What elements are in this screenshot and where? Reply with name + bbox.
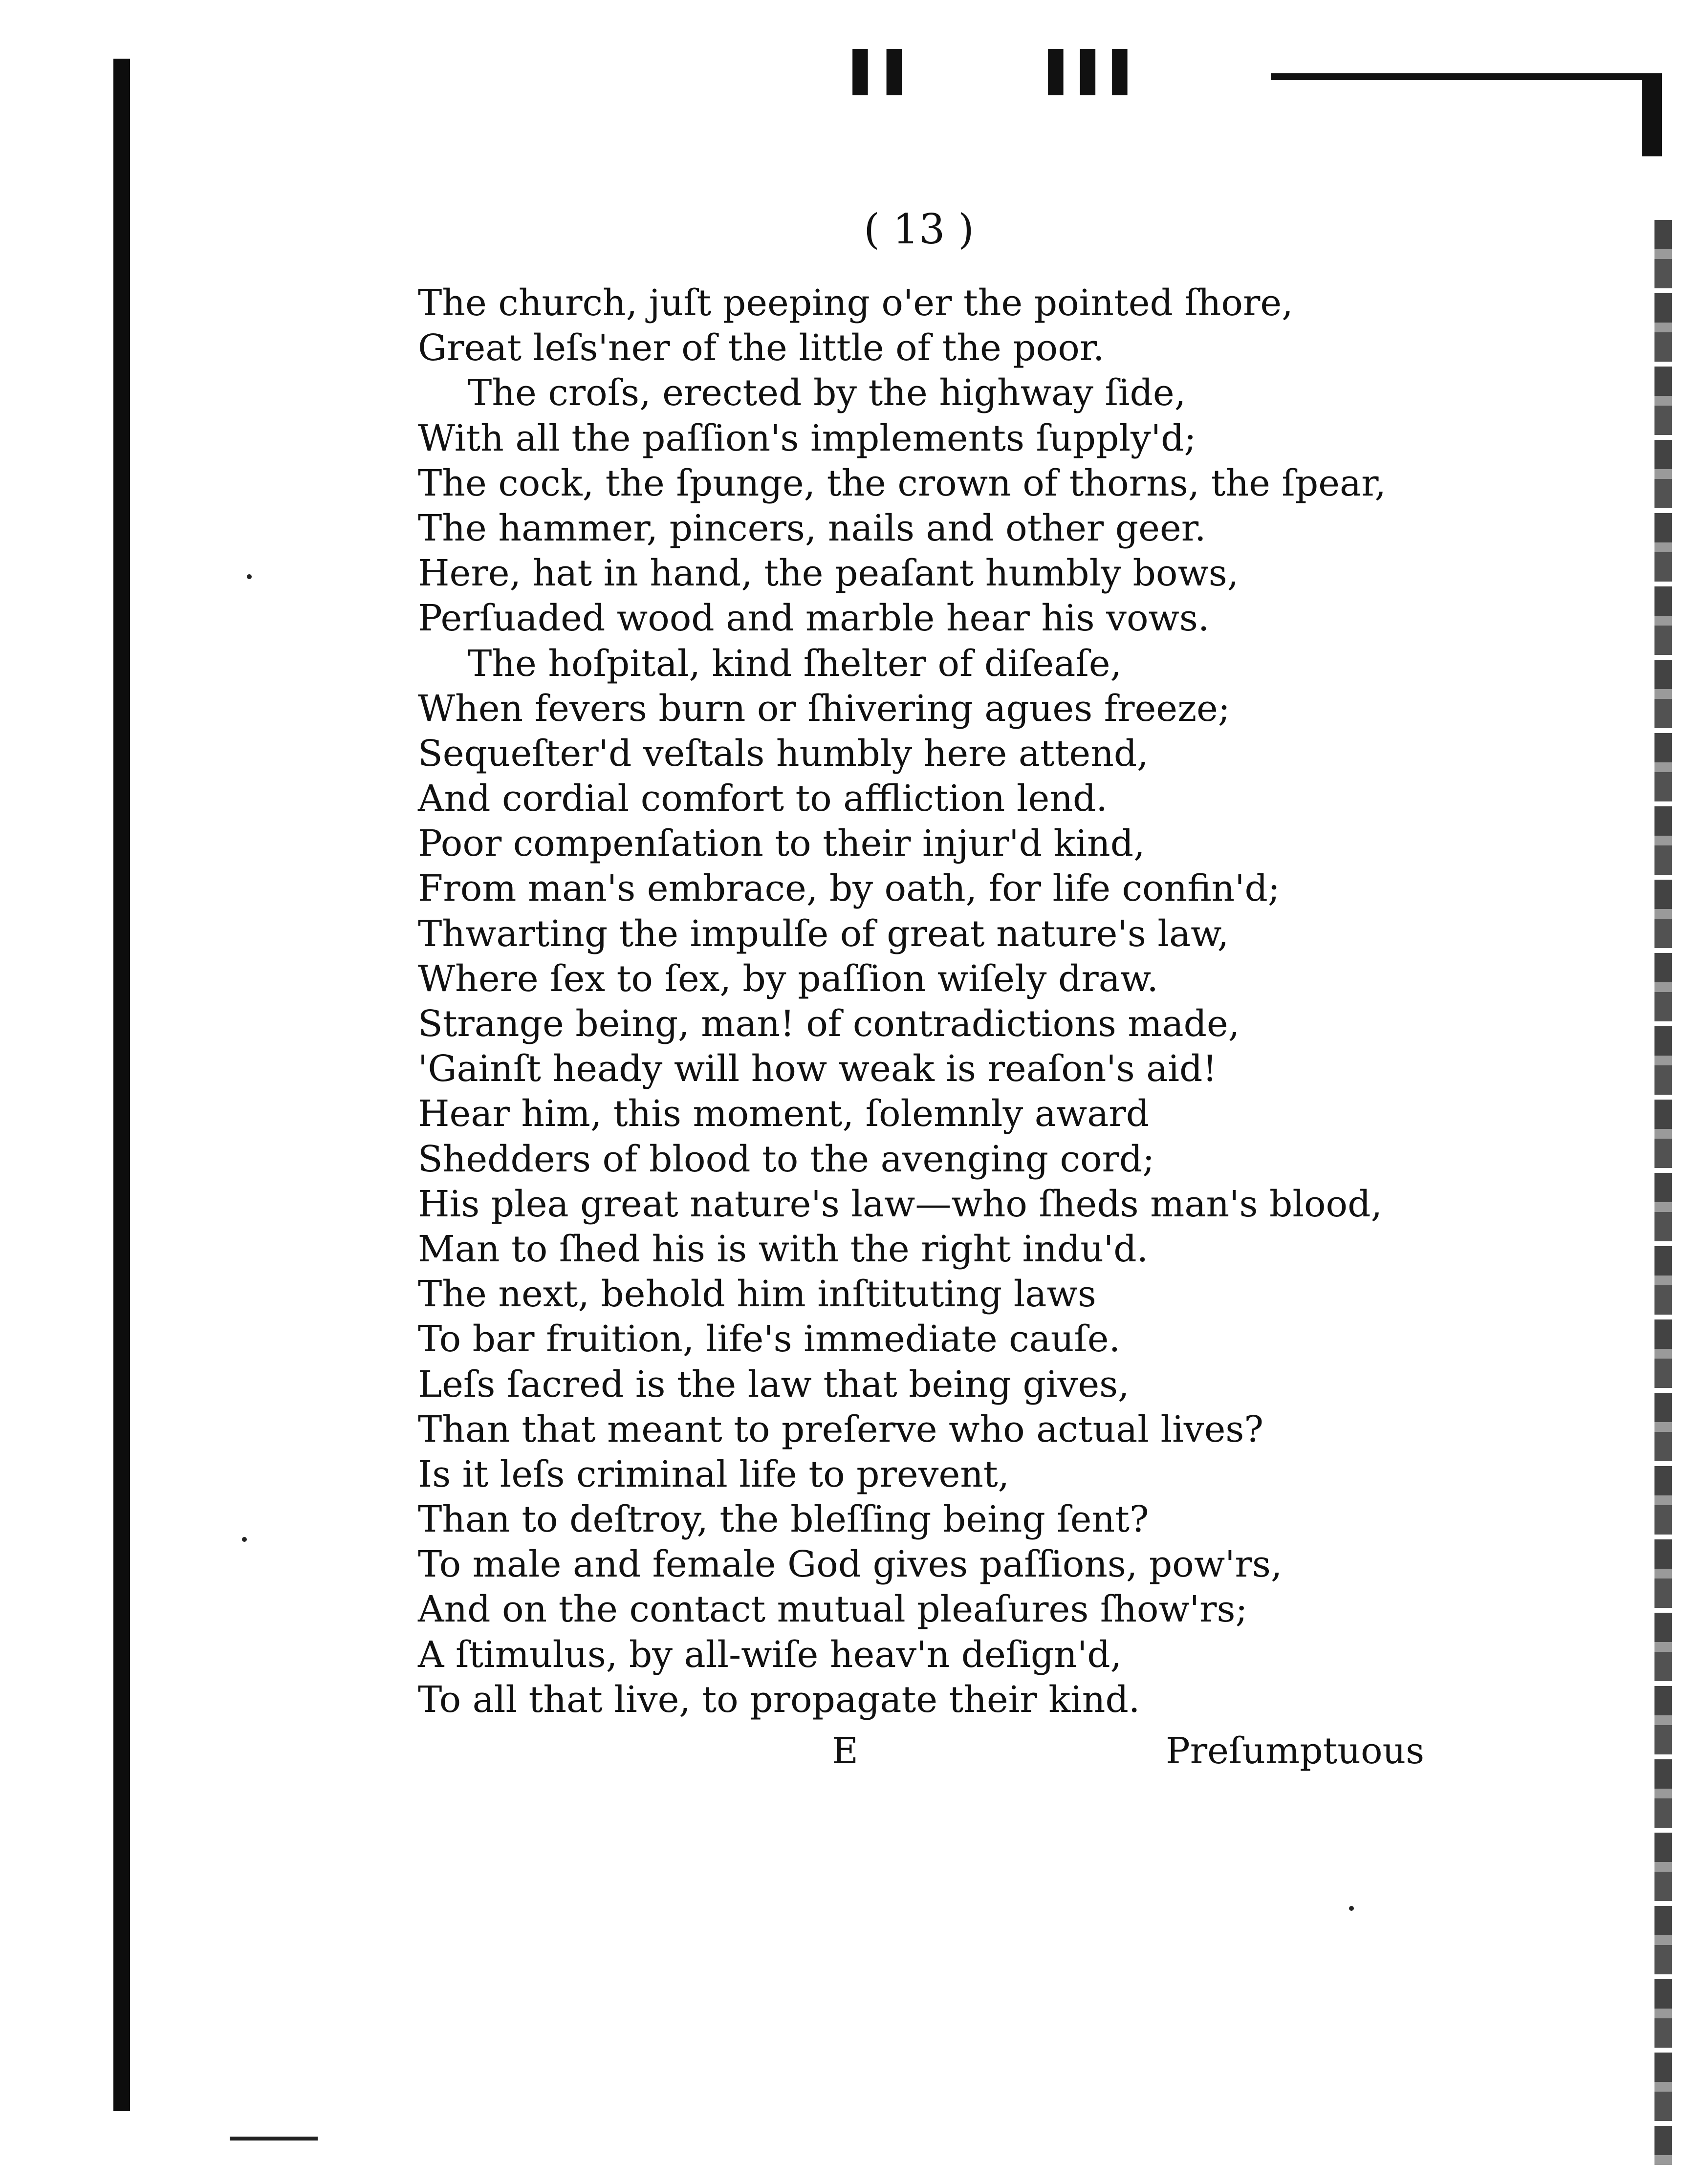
poem-line: Shedders of blood to the avenging cord; (418, 1138, 1155, 1180)
poem-line: The church, juſt peeping o'er the pointed ſhore, (418, 282, 1293, 324)
poem-text (418, 281, 1601, 1722)
poem-line: Hear him, this moment, ſolemnly award (418, 1093, 1150, 1135)
poem-line: Here, hat in hand, the peaſant humbly bows, (418, 552, 1239, 595)
poem-line: To all that live, to propagate their kind. (418, 1678, 1140, 1721)
poem-line: From man's embrace, by oath, for life confin'd; (418, 867, 1280, 910)
poem-line: Poor compenſation to their injur'd kind, (418, 822, 1145, 865)
poem-line: To male and female God gives paſſions, pow'rs, (418, 1543, 1283, 1586)
scan-mark-right: ▌▌▌ (1048, 49, 1145, 95)
scan-speck (247, 574, 252, 579)
poem-line: Thwarting the impulſe of great nature's law, (418, 912, 1229, 955)
catchword: Preſumptuous (1166, 1730, 1425, 1772)
poem-line: Perſuaded wood and marble hear his vows. (418, 597, 1210, 640)
scan-bottom-mark (230, 2137, 318, 2141)
poem-line: And on the contact mutual pleaſures ſhow'rs; (418, 1588, 1248, 1631)
poem-line: The hoſpital, kind ſhelter of diſeaſe, (468, 642, 1122, 685)
poem-line: Leſs ſacred is the law that being gives, (418, 1363, 1130, 1406)
scan-right-edge (1654, 220, 1672, 2165)
poem-line: And cordial comfort to affliction lend. (418, 778, 1108, 820)
poem-line: When fevers burn or ſhivering agues freeze; (418, 687, 1230, 730)
scan-top-corner (1642, 73, 1662, 156)
poem-line: The croſs, erected by the highway ſide, (468, 372, 1186, 414)
poem-line: The next, behold him inſtituting laws (418, 1273, 1096, 1316)
poem-line: 'Gainſt heady will how weak is reaſon's aid! (418, 1048, 1218, 1090)
poem-line: The hammer, pincers, nails and other geer. (418, 507, 1206, 549)
page-number: ( 13 ) (864, 205, 974, 253)
poem-line: With all the paſſion's implements ſupply'd; (418, 417, 1197, 459)
poem-line: His plea great nature's law—who ſheds man's blood, (418, 1183, 1382, 1225)
scan-speck (242, 1537, 247, 1542)
poem-line: Great leſs'ner of the little of the poor. (418, 327, 1105, 369)
scan-mark-left: ▌▌ (853, 49, 921, 95)
poem-line: Is it leſs criminal life to prevent, (418, 1453, 1010, 1495)
poem-line: Sequeſter'd veſtals humbly here attend, (418, 732, 1149, 775)
poem-line: The cock, the ſpunge, the crown of thorns, the ſpear, (418, 462, 1386, 504)
signature-mark: E (832, 1730, 859, 1772)
scan-top-rule (1271, 73, 1652, 80)
poem-line: Strange being, man! of contradictions made, (418, 1003, 1240, 1045)
poem-line: Than to deſtroy, the bleſſing being ſent? (418, 1498, 1149, 1541)
scan-binding-edge (113, 59, 130, 2111)
poem-line: Where ſex to ſex, by paſſion wiſely draw. (418, 957, 1158, 1000)
poem-line: Man to ſhed his is with the right indu'd. (418, 1228, 1149, 1270)
poem-line: To bar fruition, life's immediate cauſe. (418, 1318, 1121, 1361)
poem-line: A ſtimulus, by all-wiſe heav'n deſign'd, (418, 1633, 1122, 1676)
poem-line: Than that meant to preſerve who actual lives? (418, 1408, 1264, 1450)
scan-speck (1349, 1906, 1354, 1911)
